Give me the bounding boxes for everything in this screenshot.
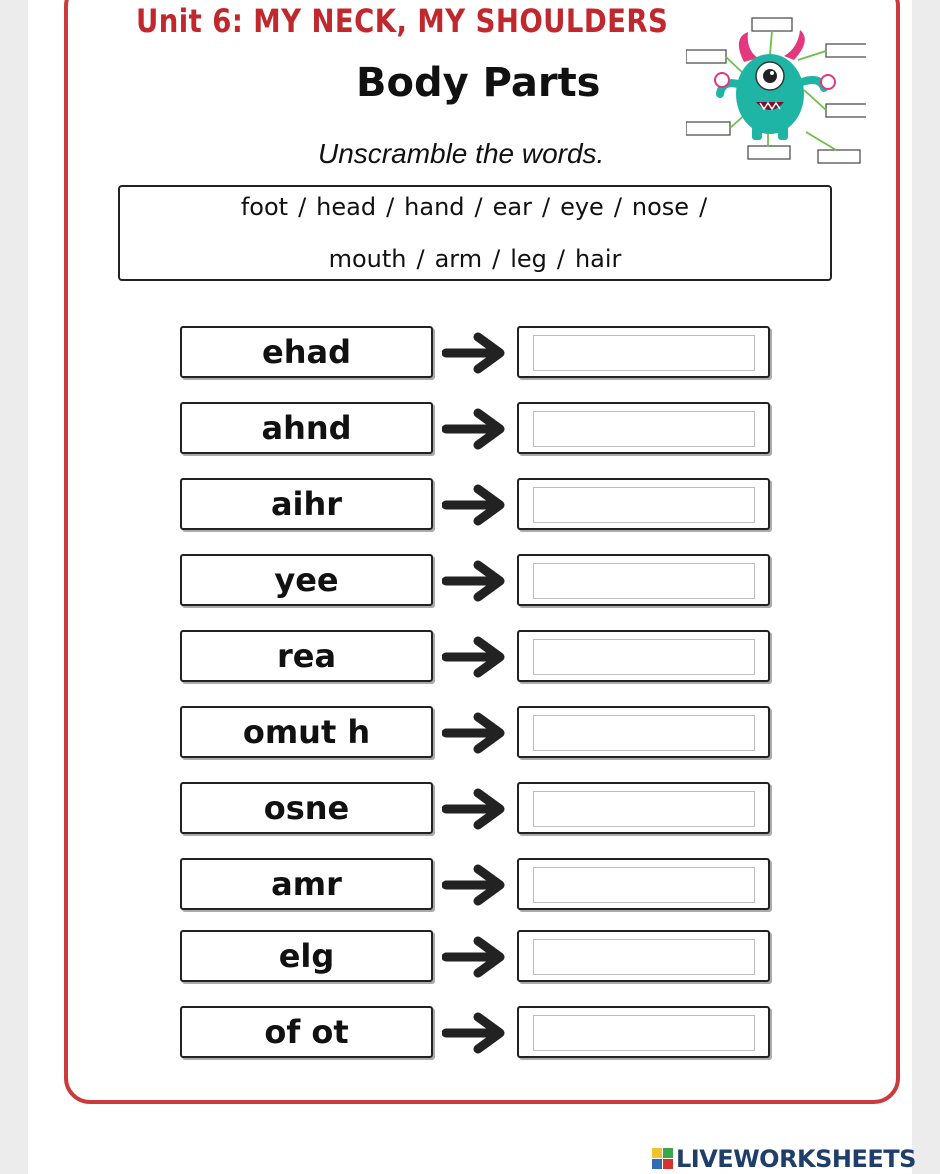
answer-input[interactable] [533,487,755,523]
exercise-row [180,326,772,380]
answer-input[interactable] [533,939,755,975]
word-bank-line-1 [120,193,830,221]
arrow-right-icon [442,636,506,678]
exercise-row [180,402,772,456]
arrow-right-icon [442,484,506,526]
scrambled-word: ehad [180,326,433,378]
answer-box [517,930,770,982]
instruction-text: Unscramble the words. [318,138,605,169]
word-bank-item: hair [574,245,622,273]
word-separator: / [492,245,501,273]
word-separator: / [416,245,425,273]
word-bank-item: arm [434,245,483,273]
logo-text: LIVEWORKSHEETS [676,1145,916,1173]
scrambled-word: of ot [180,1006,433,1058]
scrambled-word: elg [180,930,433,982]
scrambled-word: rea [180,630,433,682]
word-bank-item: hand [404,193,465,221]
scrambled-word: omut h [180,706,433,758]
word-bank-item: mouth [328,245,407,273]
answer-box [517,402,770,454]
exercise-row [180,1006,772,1060]
answer-box [517,326,770,378]
answer-input[interactable] [533,335,755,371]
exercise-row [180,930,772,984]
answer-box [517,554,770,606]
answer-input[interactable] [533,867,755,903]
exercise-row [180,630,772,684]
arrow-right-icon [442,1012,506,1054]
unit-title: Unit 6: MY NECK, MY SHOULDERS [136,2,669,40]
exercise-row [180,478,772,532]
word-separator: / [541,193,551,221]
arrow-right-icon [442,408,506,450]
exercise-row [180,858,772,912]
arrow-right-icon [442,560,506,602]
scrambled-word: osne [180,782,433,834]
word-bank-item: nose [631,193,690,221]
answer-box [517,478,770,530]
answer-input[interactable] [533,1015,755,1051]
word-bank-item: ear [492,193,532,221]
arrow-right-icon [442,864,506,906]
word-bank-item: eye [560,193,604,221]
scrambled-word: amr [180,858,433,910]
liveworksheets-logo[interactable] [652,1146,916,1172]
answer-box [517,706,770,758]
arrow-right-icon [442,332,506,374]
word-separator: / [613,193,622,221]
monster-illustration [686,10,866,170]
word-separator: / [556,245,565,273]
arrow-right-icon [442,712,506,754]
answer-input[interactable] [533,563,755,599]
word-separator: / [386,193,395,221]
scrambled-word: aihr [180,478,433,530]
word-bank [118,185,832,281]
logo-mark-icon [652,1148,674,1170]
page-title: Body Parts [356,60,601,106]
exercise-row [180,782,772,836]
scrambled-word: ahnd [180,402,433,454]
word-bank-item: head [316,193,377,221]
answer-box [517,782,770,834]
exercise-row [180,706,772,760]
exercise-row [180,554,772,608]
word-bank-item: leg [510,245,547,273]
scrambled-word: yee [180,554,433,606]
word-separator: / [699,193,708,221]
answer-input[interactable] [533,639,755,675]
word-separator: / [474,193,483,221]
answer-box [517,630,770,682]
answer-box [517,858,770,910]
word-bank-line-2 [120,245,830,273]
answer-input[interactable] [533,715,755,751]
answer-input[interactable] [533,411,755,447]
answer-input[interactable] [533,791,755,827]
word-separator: / [298,193,307,221]
arrow-right-icon [442,788,506,830]
arrow-right-icon [442,936,506,978]
word-bank-item: foot [240,193,289,221]
answer-box [517,1006,770,1058]
